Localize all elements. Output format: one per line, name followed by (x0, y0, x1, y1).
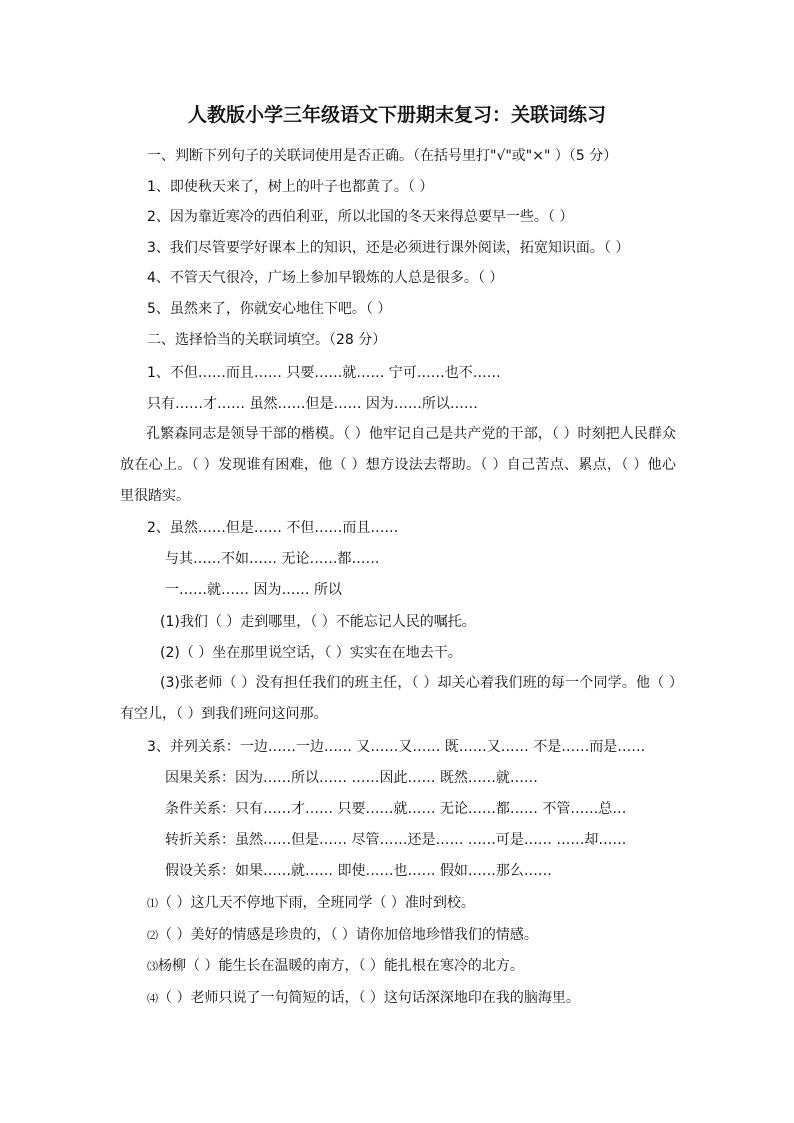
q3-sentence-4-number: ⑷ (147, 992, 158, 1005)
q2-options-line-3: 一……就…… 因为…… 所以 (165, 582, 342, 598)
q3-sentence-3-text: 杨柳（ ）能生长在温暖的南方，（ ）能扎根在寒冷的北方。 (158, 958, 524, 974)
section1-item-4: 4、不管天气很冷，广场上参加早锻炼的人总是很多。（ ） (147, 270, 504, 286)
q3-sentence-4-text: （ ）老师只说了一句简短的话，（ ）这句话深深地印在我的脑海里。 (158, 990, 580, 1006)
q3-sentence-4 (147, 988, 580, 1009)
section1-item-3: 3、我们尽管要学好课本上的知识，还是必须进行课外阅读，拓宽知识面。（ ） (147, 240, 630, 256)
q1-options-line-2: 只有……才…… 虽然……但是…… 因为……所以…… (147, 396, 478, 412)
q3-sentence-3-number: ⑶ (147, 960, 158, 973)
section1-item-1: 1、即使秋天来了，树上的叶子也都黄了。（ ） (147, 179, 434, 195)
q3-sentence-2 (147, 925, 538, 946)
q3-relation-hypothesis: 假设关系：如果……就…… 即使……也…… 假如……那么…… (165, 863, 552, 879)
q1-paragraph (120, 419, 676, 512)
q3-relation-cause: 因果关系：因为……所以…… ……因此…… 既然……就…… (165, 770, 538, 786)
q3-sentence-2-text: （ ）美好的情感是珍贵的，（ ）请你加倍地珍惜我们的情感。 (158, 927, 538, 943)
page-title: 人教版小学三年级语文下册期末复习：关联词练习 (187, 104, 606, 126)
q3-sentence-2-number: ⑵ (147, 929, 158, 942)
section1-item-5: 5、虽然来了，你就安心地住下吧。（ ） (147, 301, 392, 317)
q2-sentence-3: (3)张老师（ ）没有担任我们的班主任，（ ）却关心着我们班的每一个同学。他（ ）有空儿，（ ）到我们班问这问那。 (120, 675, 676, 722)
q3-relation-condition: 条件关系：只有……才…… 只要……就…… 无论……都…… 不管……总… (165, 801, 627, 817)
q2-options-line-1: 2、虽然……但是…… 不但……而且…… (147, 520, 399, 536)
q1-options-line-1: 1、不但……而且…… 只要……就…… 宁可……也不…… (147, 365, 501, 381)
q3-sentence-3 (147, 956, 524, 977)
section1-heading: 一、判断下列句子的关联词使用是否正确。（在括号里打"√"或"×" ）（5 分） (147, 148, 618, 164)
q2-sentence-2: (2)（ ）坐在那里说空话，（ ）实实在在地去干。 (160, 645, 462, 661)
q1-paragraph-text: 孔繁森同志是领导干部的楷模。（ ）他牢记自己是共产党的干部，（ ）时刻把人民群众放在心上。（ ）发现谁有困难，他（ ）想方设法去帮助。（ ）自己苦点、累点，（ ）他心里很踏实。 (120, 426, 676, 504)
section1-item-2: 2、因为靠近寒冷的西伯利亚，所以北国的冬天来得总要早一些。（ ） (147, 209, 574, 225)
q3-relation-parallel: 3、并列关系：一边……一边…… 又……又…… 既……又…… 不是……而是…… (147, 739, 646, 755)
section2-heading: 二、选择恰当的关联词填空。（28 分） (147, 332, 387, 348)
q3-relation-turn: 转折关系：虽然……但是…… 尽管……还是…… ……可是…… ……却…… (165, 832, 627, 848)
q3-sentence-1-text: （ ）这几天不停地下雨，全班同学（ ）准时到校。 (158, 895, 475, 911)
q2-sentence-1: (1)我们（ ）走到哪里，（ ）不能忘记人民的嘱托。 (160, 614, 476, 630)
q3-sentence-1 (147, 893, 475, 914)
q3-sentence-1-number: ⑴ (147, 897, 158, 910)
q2-options-line-2: 与其……不如…… 无论……都…… (165, 551, 380, 567)
